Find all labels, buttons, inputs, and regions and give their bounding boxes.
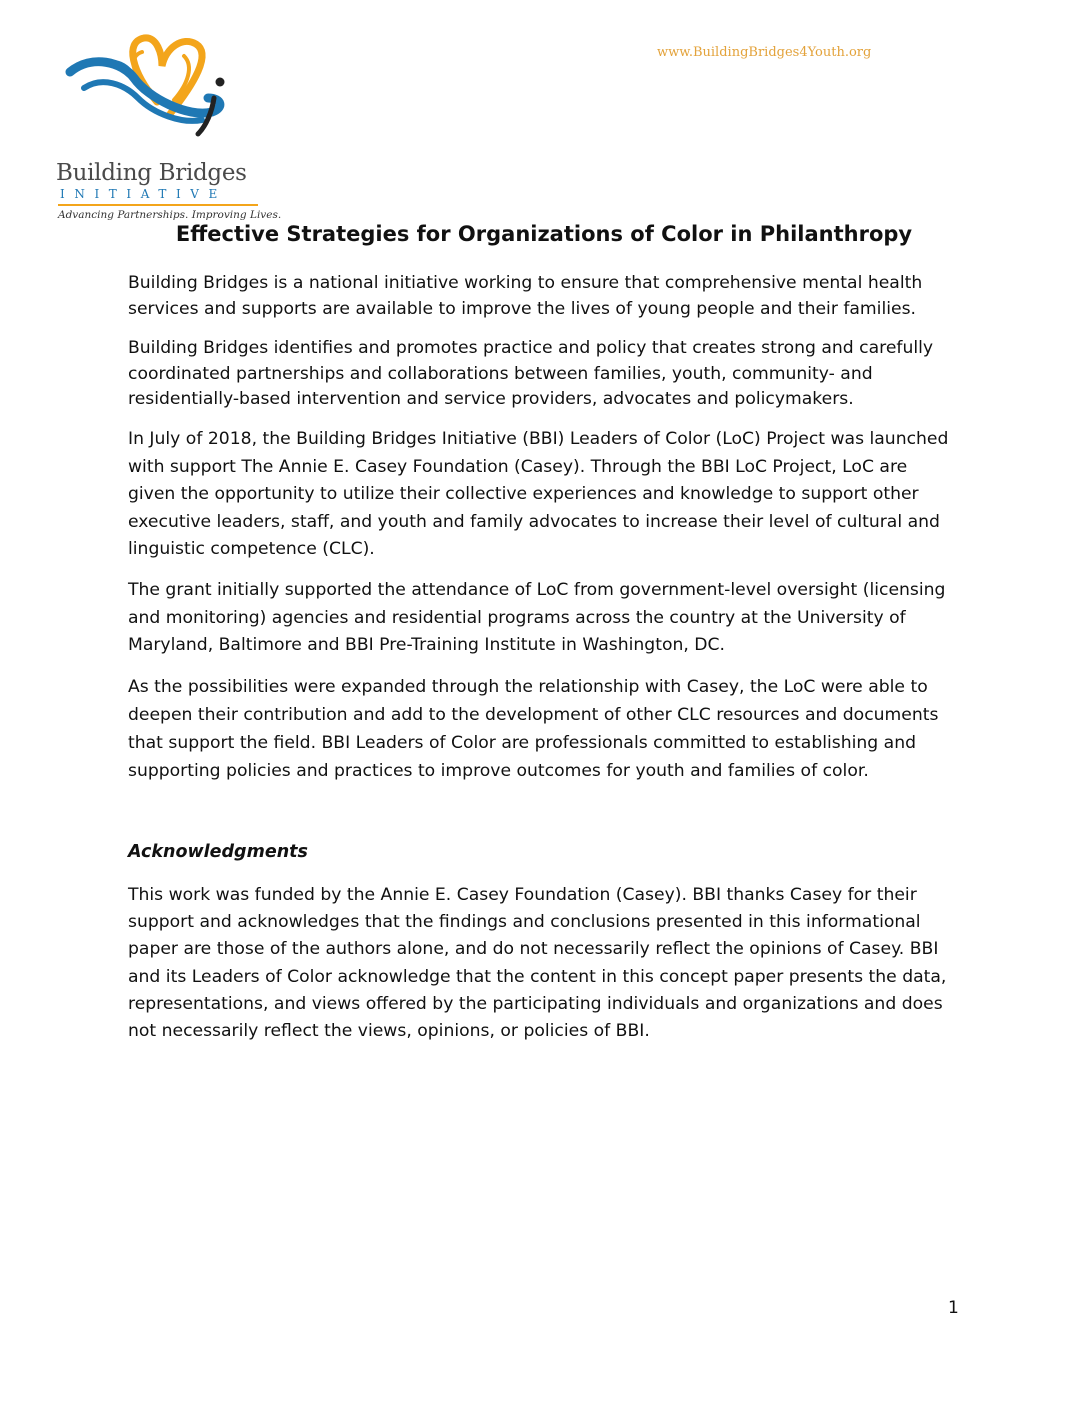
- acknowledgments-text: This work was funded by the Annie E. Casey Foundation (Casey). BBI thanks Casey for their support and acknowledges that the findings and conclusions presented in this informational paper are those of the authors alone, and do not necessarily reflect the opinions of Casey. BBI and its Leaders of Color acknowledge that the content in this concept paper presents the data, representations, and views offered by the participating individuals and organizations and does not necessarily reflect the views, opinions, or policies of BBI.: [128, 885, 947, 1042]
- paragraph-grant: The grant initially supported the attendance of LoC from government-level oversight (licensing and monitoring) agencies and residential programs across the country at the University of Maryland, Baltimore and BBI Pre-Training Institute in Washington, DC.: [128, 580, 946, 655]
- website-url: www.BuildingBridges4Youth.org: [657, 45, 872, 60]
- logo-tagline: Advancing Partnerships. Improving Lives.: [58, 209, 282, 221]
- paragraph-intro: Building Bridges is a national initiative working to ensure that comprehensive mental health services and supports are available to improve the lives of young people and their families.: [128, 273, 923, 319]
- building-bridges-logo: [50, 32, 282, 221]
- acknowledgments-heading: Acknowledgments: [128, 842, 308, 862]
- page-number: 1: [948, 1298, 959, 1318]
- bridge-heart-logo-icon: [62, 32, 242, 162]
- logo-initiative: INITIATIVE: [60, 187, 227, 201]
- paragraph-possibilities: As the possibilities were expanded through the relationship with Casey, the LoC were able to deepen their contribution and add to the development of other CLC resources and documents that support the field. BBI Leaders of Color are professionals committed to establishing and supporting policies and practices to improve outcomes for youth and families of color.: [128, 677, 939, 781]
- paragraph-loc-project: In July of 2018, the Building Bridges Initiative (BBI) Leaders of Color (LoC) Project was launched with support The Annie E. Casey Foundation (Casey). Through the BBI LoC Project, LoC are given the opportunity to utilize their collective experiences and knowledge to support other executive leaders, staff, and youth and family advocates to increase their level of cultural and linguistic competence (CLC).: [128, 429, 949, 559]
- paragraph-practice-policy: Building Bridges identifies and promotes practice and policy that creates strong and carefully coordinated partnerships and collaborations between families, youth, community- and residentially-based intervention and service providers, advocates and policymakers.: [128, 338, 934, 409]
- document-title: Effective Strategies for Organizations of Color in Philanthropy: [175, 222, 913, 246]
- logo-name: Building Bridges: [56, 160, 247, 186]
- logo-divider: [58, 204, 258, 206]
